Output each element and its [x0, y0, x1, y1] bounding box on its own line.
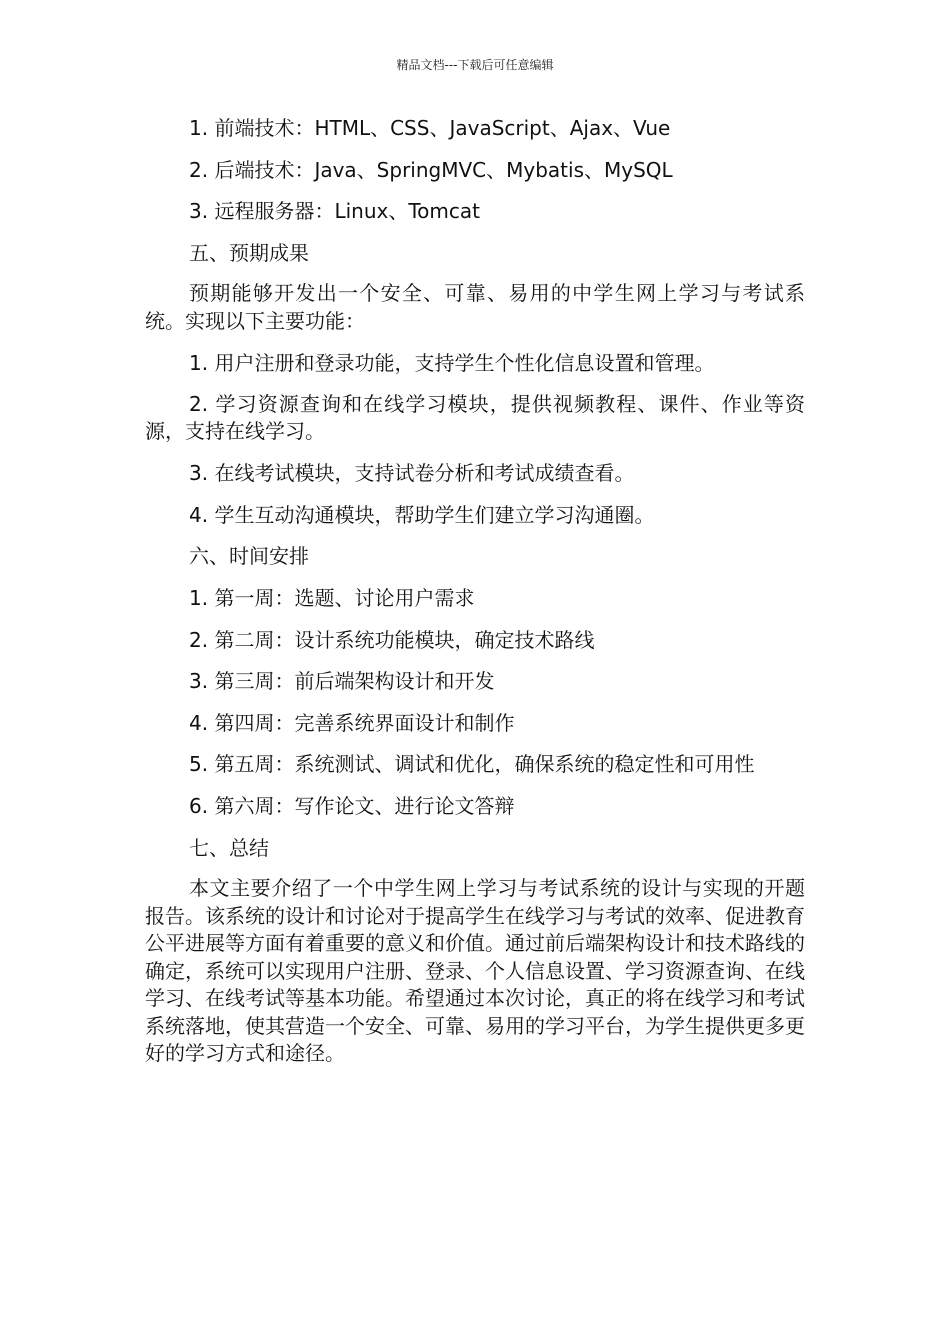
tech-frontend-item: 1. 前端技术：HTML、CSS、JavaScript、Ajax、Vue [189, 116, 671, 140]
section-5-heading: 五、预期成果 [189, 240, 309, 265]
schedule-week-6: 6. 第六周：写作论文、进行论文答辩 [189, 793, 515, 818]
document-body [145, 114, 805, 1081]
schedule-week-3: 3. 第三周：前后端架构设计和开发 [189, 669, 495, 694]
feature-item-1: 1. 用户注册和登录功能，支持学生个性化信息设置和管理。 [189, 350, 715, 375]
summary-paragraph: 本文主要介绍了一个中学生网上学习与考试系统的设计与实现的开题报告。该系统的设计和讨论对于提高学生在线学习与考试的效率、促进教育公平进展等方面有着重要的意义和价值。通过前后端架构设计和技术路线的确定，系统可以实现用户注册、登录、个人信息设置、学习资源查询、在线学习、在线考试等基本功能。希望通过本次讨论，真正的将在线学习和考试系统落地，使其营造一个安全、可靠、易用的学习平台，为学生提供更多更好的学习方式和途径。 [145, 876, 805, 1066]
schedule-week-4: 4. 第四周：完善系统界面设计和制作 [189, 710, 515, 735]
feature-item-4: 4. 学生互动沟通模块，帮助学生们建立学习沟通圈。 [189, 502, 655, 527]
feature-item-3: 3. 在线考试模块，支持试卷分析和考试成绩查看。 [189, 461, 635, 486]
schedule-week-5: 5. 第五周：系统测试、调试和优化，确保系统的稳定性和可用性 [189, 752, 755, 777]
schedule-week-1: 1. 第一周：选题、讨论用户需求 [189, 585, 475, 610]
feature-item-2: 2. 学习资源查询和在线学习模块，提供视频教程、课件、作业等资源，支持在线学习。 [145, 391, 805, 444]
section-5-intro: 预期能够开发出一个安全、可靠、易用的中学生网上学习与考试系统。实现以下主要功能： [145, 281, 805, 333]
tech-backend-item: 2. 后端技术：Java、SpringMVC、Mybatis、MySQL [189, 157, 673, 182]
section-7-heading: 七、总结 [189, 835, 269, 860]
page-header: 精品文档---下载后可任意编辑 [396, 58, 554, 72]
tech-server-item: 3. 远程服务器：Linux、Tomcat [189, 199, 480, 224]
schedule-week-2: 2. 第二周：设计系统功能模块，确定技术路线 [189, 627, 595, 652]
section-6-heading: 六、时间安排 [189, 544, 309, 569]
